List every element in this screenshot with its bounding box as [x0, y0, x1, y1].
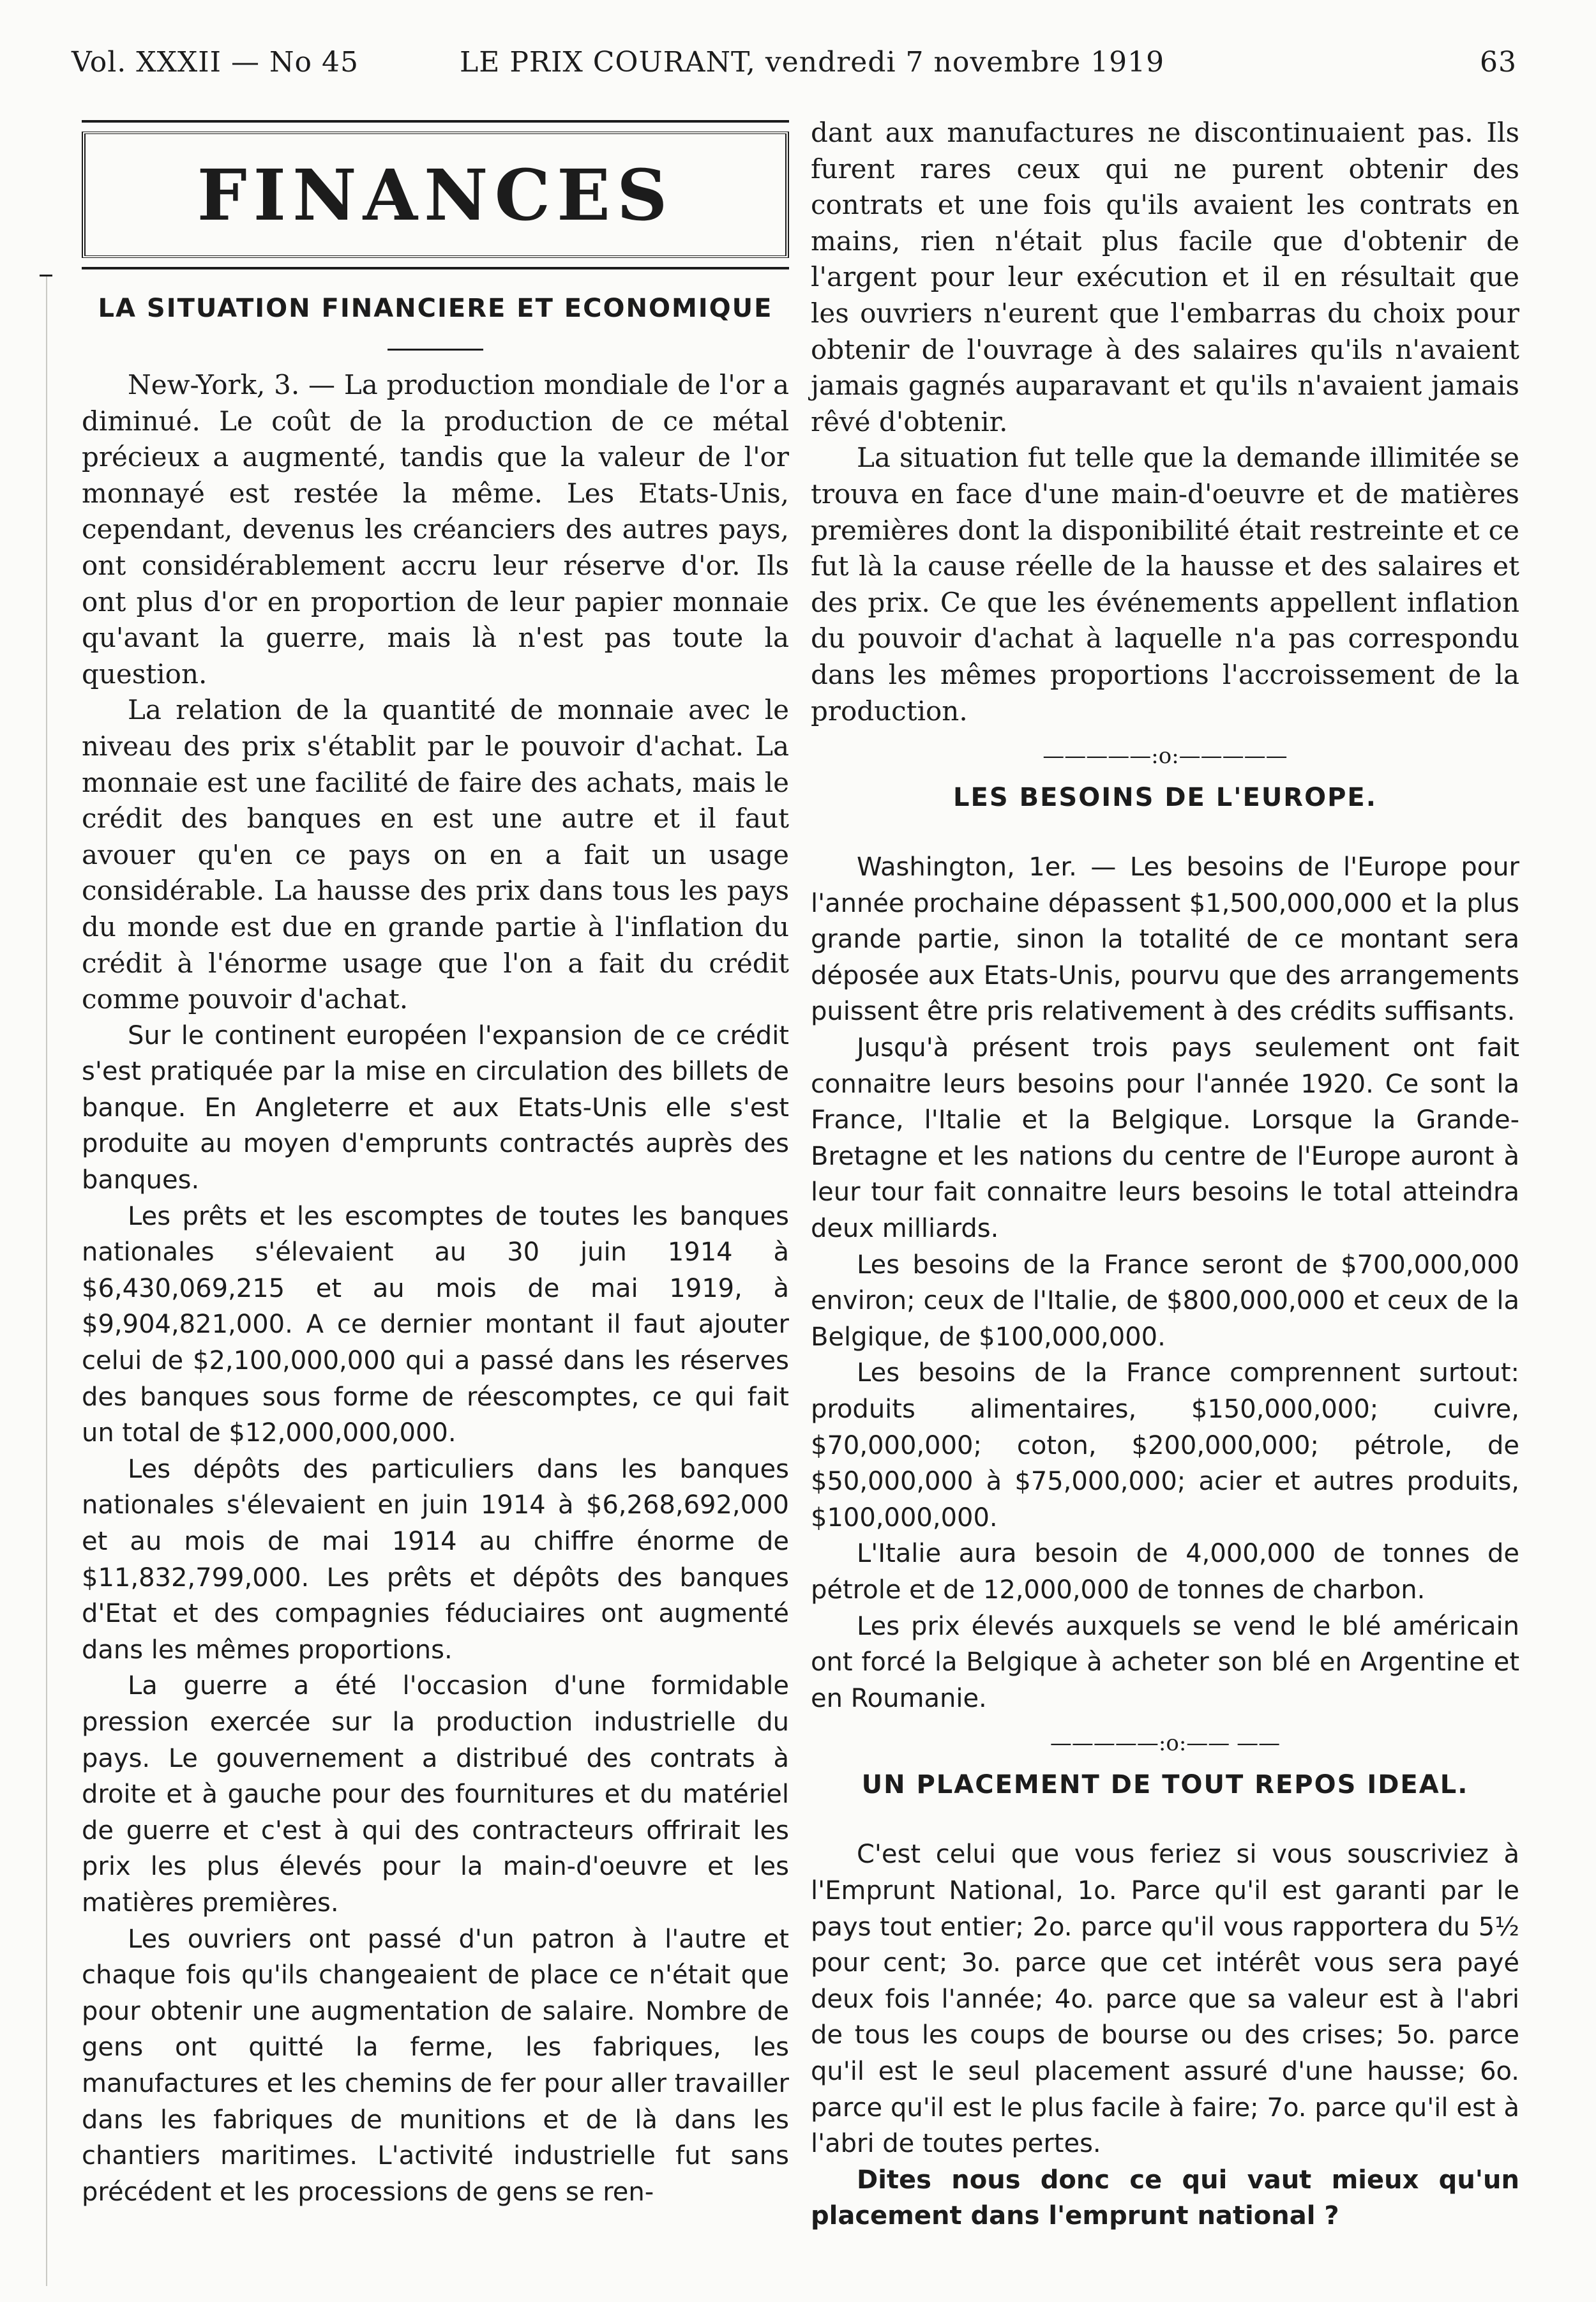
article-paragraph: L'Italie aura besoin de 4,000,000 de tonnes de pétrole et de 12,000,000 de tonnes de charbon. — [811, 1539, 1519, 1605]
article-paragraph: Sur le continent européen l'expansion de ce crédit s'est pratiquée par la mise en circulation des billets de banque. En Angleterre et aux Etats-Unis elle s'est produite au moyen d'emprunts contractés auprès des banques. — [82, 1020, 789, 1195]
title-rule — [388, 349, 483, 351]
right-column — [811, 115, 1519, 2234]
page-margin-line — [46, 275, 47, 2286]
section-divider: —————:o:————— — [1043, 743, 1288, 769]
left-column — [82, 115, 789, 2210]
margin-tick-mark — [40, 275, 52, 276]
section-divider: —————:o:—— —— — [1050, 1730, 1281, 1757]
article-paragraph: New-York, 3. — La production mondiale de l'or a diminué. Le coût de la production de ce métal précieux a augmenté, tandis que la valeur de l'or monnayé est restée la même. Les Etats-Unis, cependant, devenus les créanciers des autres pays, ont considérablement accru leur réserve d'or. Ils ont plus d'or en proportion de leur papier monnaie qu'avant la guerre, mais là n'est pas toute la question. — [82, 369, 789, 690]
article-paragraph: Les besoins de la France comprennent surtout: produits alimentaires, $150,000,000; cuivre, $70,000,000; coton, $200,000,000; pétrole, de $50,000,000 à $75,000,000; acier et autres produits, $100,000,000. — [811, 1358, 1519, 1533]
page-header — [0, 0, 1596, 128]
volume-number: Vol. XXXII — No 45 — [72, 46, 359, 79]
article-title-situation-financiere: LA SITUATION FINANCIERE ET ECONOMIQUE — [98, 294, 773, 323]
article-paragraph-continued: dant aux manufactures ne discontinuaient pas. Ils furent rares ceux qui ne purent obtenir des contrats et une fois qu'ils avaient les contrats en mains, rien n'était plus facile que d'obtenir de l'argent pour leur exécution et il en résultait que les ouvriers n'eurent que l'embarras du choix pour obtenir de l'ouvrage à des salaires qu'ils n'avaient jamais gagnés auparavant et qu'ils n'avaient jamais rêvé d'obtenir. — [811, 117, 1519, 437]
section-title: FINANCES — [197, 153, 674, 236]
publication-title-date: LE PRIX COURANT, vendredi 7 novembre 1919 — [460, 46, 1165, 79]
article-paragraph: Les dépôts des particuliers dans les banques nationales s'élevaient en juin 1914 à $6,268,692,000 et au mois de mai 1914 au chiffre énorme de $11,832,799,000. Les prêts et dépôts des banques d'Etat et des compagnies féduciaires ont augmenté dans les mêmes proportions. — [82, 1454, 789, 1665]
article-title-besoins-europe: LES BESOINS DE L'EUROPE. — [953, 783, 1377, 813]
article-paragraph: La relation de la quantité de monnaie avec le niveau des prix s'établit par le pouvoir d'achat. La monnaie est une facilité de faire des achats, mais le crédit des banques en est une autre et il faut avouer qu'en ce pays on en a fait un usage considérable. La hausse des prix dans tous les pays du monde est due en grande partie à l'inflation du crédit à l'énorme usage que l'on a fait du crédit comme pouvoir d'achat. — [82, 694, 789, 1015]
article-paragraph-closing: Dites nous donc ce qui vaut mieux qu'un placement dans l'emprunt national ? — [811, 2165, 1519, 2231]
article-paragraph: Les prix élevés auxquels se vend le blé américain ont forcé la Belgique à acheter son blé en Argentine et en Roumanie. — [811, 1611, 1519, 1713]
article-paragraph: La guerre a été l'occasion d'une formidable pression exercée sur la production industrielle du pays. Le gouvernement a distribué des contrats à droite et à gauche pour des fournitures et du matériel de guerre et c'est à qui des contracteurs offrirait les prix les plus élevés pour la main-d'oeuvre et les matières premières. — [82, 1671, 789, 1918]
masthead-frame — [82, 132, 789, 258]
article-paragraph: La situation fut telle que la demande illimitée se trouva en face d'une main-d'oeuvre et de matières premières dont la disponibilité était restreinte et ce fut là la cause réelle de la hausse et des salaires et des prix. Ce que les événements appellent inflation du pouvoir d'achat à laquelle n'a pas correspondu dans les mêmes proportions l'accroissement de la production. — [811, 442, 1519, 727]
finances-masthead — [82, 120, 789, 269]
article-paragraph: Jusqu'à présent trois pays seulement ont fait connaitre leurs besoins pour l'année 1920. Ce sont la France, l'Italie et la Belgique. Lorsque la Grande-Bretagne et les nations du centre de l'Europe auront à leur tour fait connaitre leurs besoins le total atteindra deux milliards. — [811, 1033, 1519, 1244]
article-title-placement-ideal: UN PLACEMENT DE TOUT REPOS IDEAL. — [861, 1770, 1469, 1800]
article-paragraph: Les besoins de la France seront de $700,000,000 environ; ceux de l'Italie, de $800,000,000 et ceux de la Belgique, de $100,000,000. — [811, 1250, 1519, 1352]
article-paragraph: Les prêts et les escomptes de toutes les banques nationales s'élevaient au 30 juin 1914 à $6,430,069,215 et au mois de mai 1919, à $9,904,821,000. A ce dernier montant il faut ajouter celui de $2,100,000,000 qui a passé dans les réserves des banques sous forme de réescomptes, ce qui fait un total de $12,000,000,000. — [82, 1201, 789, 1448]
page-number: 63 — [1480, 46, 1517, 79]
article-paragraph: Les ouvriers ont passé d'un patron à l'autre et chaque fois qu'ils changeaient de place ce n'était que pour obtenir une augmentation de salaire. Nombre de gens ont quitté la ferme, les fabriques, les manufactures et les chemins de fer pour aller travailler dans les fabriques de munitions et de là dans les chantiers maritimes. L'activité industrielle fut sans précédent et les processions de gens se ren- — [82, 1924, 789, 2207]
article-paragraph: Washington, 1er. — Les besoins de l'Europe pour l'année prochaine dépassent $1,500,000,000 et la plus grande partie, sinon la totalité de ce montant sera déposée aux Etats-Unis, pourvu que des arrangements puissent être pris relativement à des crédits suffisants. — [811, 852, 1519, 1027]
article-paragraph: C'est celui que vous feriez si vous souscriviez à l'Emprunt National, 1o. Parce qu'il est garanti par le pays tout entier; 2o. parce qu'il vous rapportera du 5½ pour cent; 3o. parce que cet intérêt vous sera payé deux fois l'année; 4o. parce que sa valeur est à l'abri de tous les coups de bourse ou des crises; 5o. parce qu'il est le seul placement assuré d'une hausse; 6o. parce qu'il est le plus facile à faire; 7o. parce qu'il est à l'abri de toutes pertes. — [811, 1840, 1519, 2159]
